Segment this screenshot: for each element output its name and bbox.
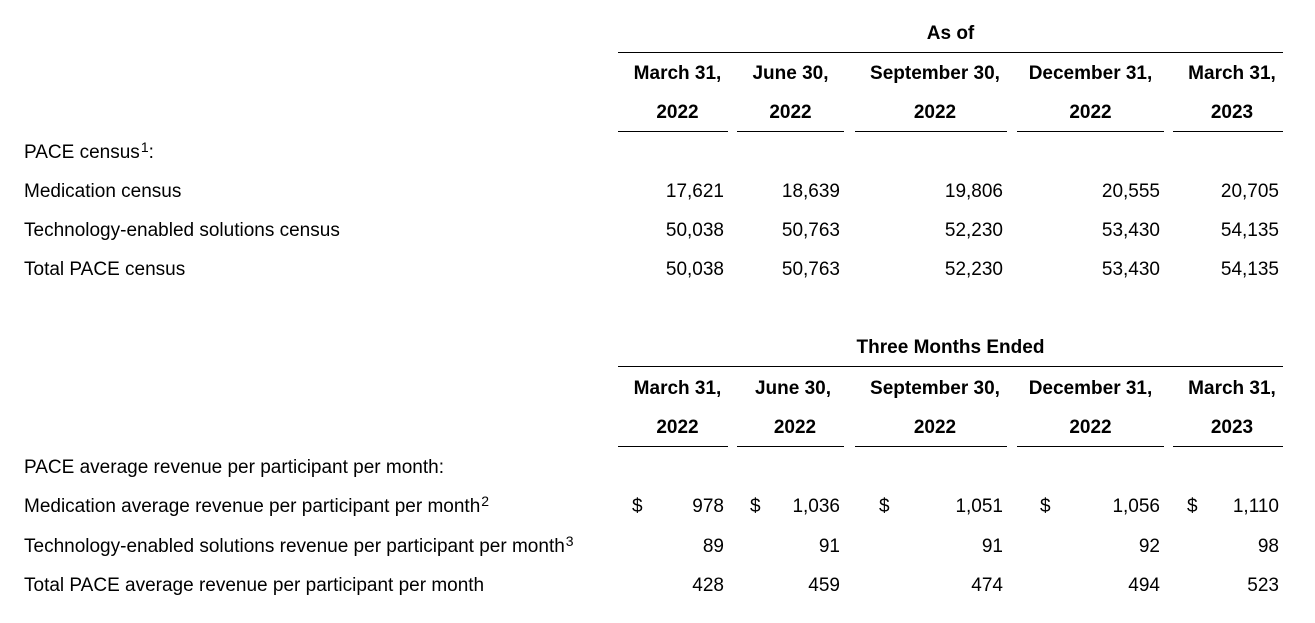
column-header-month: March 31, [633, 63, 722, 84]
currency-symbol: $ [1040, 496, 1051, 517]
column-header-month: March 31, [633, 378, 722, 399]
column-header-year: 2022 [913, 417, 957, 438]
column-header-rule [737, 446, 844, 447]
column-header-year: 2022 [656, 102, 699, 123]
column-header-year: 2022 [913, 102, 957, 123]
cell-value: 17,621 [665, 181, 724, 202]
column-header-month: June 30, [754, 378, 832, 399]
cell-value: 474 [971, 575, 1003, 596]
cell-value: 494 [1128, 575, 1160, 596]
cell-value: 50,038 [665, 220, 724, 241]
currency-symbol: $ [879, 496, 890, 517]
cell-value: 98 [1257, 536, 1279, 557]
cell-value: 50,763 [781, 220, 840, 241]
currency-symbol: $ [750, 496, 761, 517]
column-header-rule [618, 131, 728, 132]
currency-symbol: $ [632, 496, 643, 517]
column-header-month: March 31, [1188, 63, 1276, 84]
group-header-rule [618, 366, 1283, 367]
row-label-text: Medication average revenue per participant per month [24, 496, 481, 517]
column-header-rule [1173, 446, 1283, 447]
row-label: Total PACE average revenue per participant per month [24, 575, 485, 596]
cell-value: 54,135 [1220, 259, 1279, 280]
column-header-month: June 30, [752, 63, 829, 84]
cell-value: 523 [1247, 575, 1279, 596]
cell-value: 18,639 [781, 181, 840, 202]
section-label-text: PACE census [24, 142, 140, 163]
cell-value: 92 [1138, 536, 1160, 557]
cell-value: 53,430 [1101, 220, 1160, 241]
cell-value: 1,036 [792, 496, 840, 517]
cell-value: 459 [808, 575, 840, 596]
row-label [24, 493, 490, 518]
row-label-text: Technology-enabled solutions revenue per participant per month [24, 536, 565, 557]
column-header-year: 2022 [773, 417, 817, 438]
cell-value: 52,230 [944, 220, 1003, 241]
group-header-rule [618, 52, 1283, 53]
column-header-rule [1017, 446, 1164, 447]
cell-value: 1,051 [955, 496, 1003, 517]
column-header-year: 2022 [1069, 102, 1112, 123]
column-header-rule [855, 446, 1007, 447]
column-header-year: 2022 [656, 417, 699, 438]
cell-value: 52,230 [944, 259, 1003, 280]
column-header-month: December 31, [1028, 378, 1153, 399]
cell-value: 91 [818, 536, 840, 557]
footnote-marker: 1 [140, 139, 149, 155]
cell-value: 91 [981, 536, 1003, 557]
section-label-pace-census [24, 139, 154, 164]
cell-value: 1,056 [1112, 496, 1160, 517]
cell-value: 978 [692, 496, 724, 517]
cell-value: 53,430 [1101, 259, 1160, 280]
cell-value: 54,135 [1220, 220, 1279, 241]
column-header-rule [618, 446, 728, 447]
as-of-header: As of [926, 23, 975, 44]
column-header-rule [737, 131, 844, 132]
cell-value: 19,806 [944, 181, 1003, 202]
column-header-rule [1017, 131, 1164, 132]
row-label [24, 533, 574, 558]
section-label-pace-arpppm: PACE average revenue per participant per month: [24, 457, 444, 478]
column-header-month: December 31, [1028, 63, 1153, 84]
row-label: Medication census [24, 181, 182, 202]
footnote-marker: 2 [481, 493, 490, 509]
column-header-year: 2022 [769, 102, 812, 123]
column-header-year: 2022 [1069, 417, 1112, 438]
cell-value: 50,763 [781, 259, 840, 280]
footnote-marker: 3 [565, 533, 574, 549]
cell-value: 20,555 [1101, 181, 1160, 202]
column-header-rule [1173, 131, 1283, 132]
section-label-colon: : [148, 142, 154, 163]
column-header-month: September 30, [870, 63, 1000, 84]
column-header-year: 2023 [1210, 417, 1254, 438]
column-header-month: September 30, [870, 378, 1000, 399]
currency-symbol: $ [1187, 496, 1198, 517]
row-label: Technology-enabled solutions census [24, 220, 340, 241]
cell-value: 50,038 [665, 259, 724, 280]
three-months-ended-header: Three Months Ended [856, 337, 1045, 358]
cell-value: 428 [692, 575, 724, 596]
column-header-rule [855, 131, 1007, 132]
cell-value: 20,705 [1220, 181, 1279, 202]
column-header-month: March 31, [1188, 378, 1276, 399]
row-label: Total PACE census [24, 259, 186, 280]
cell-value: 89 [702, 536, 724, 557]
column-header-year: 2023 [1210, 102, 1254, 123]
cell-value: 1,110 [1232, 496, 1279, 517]
